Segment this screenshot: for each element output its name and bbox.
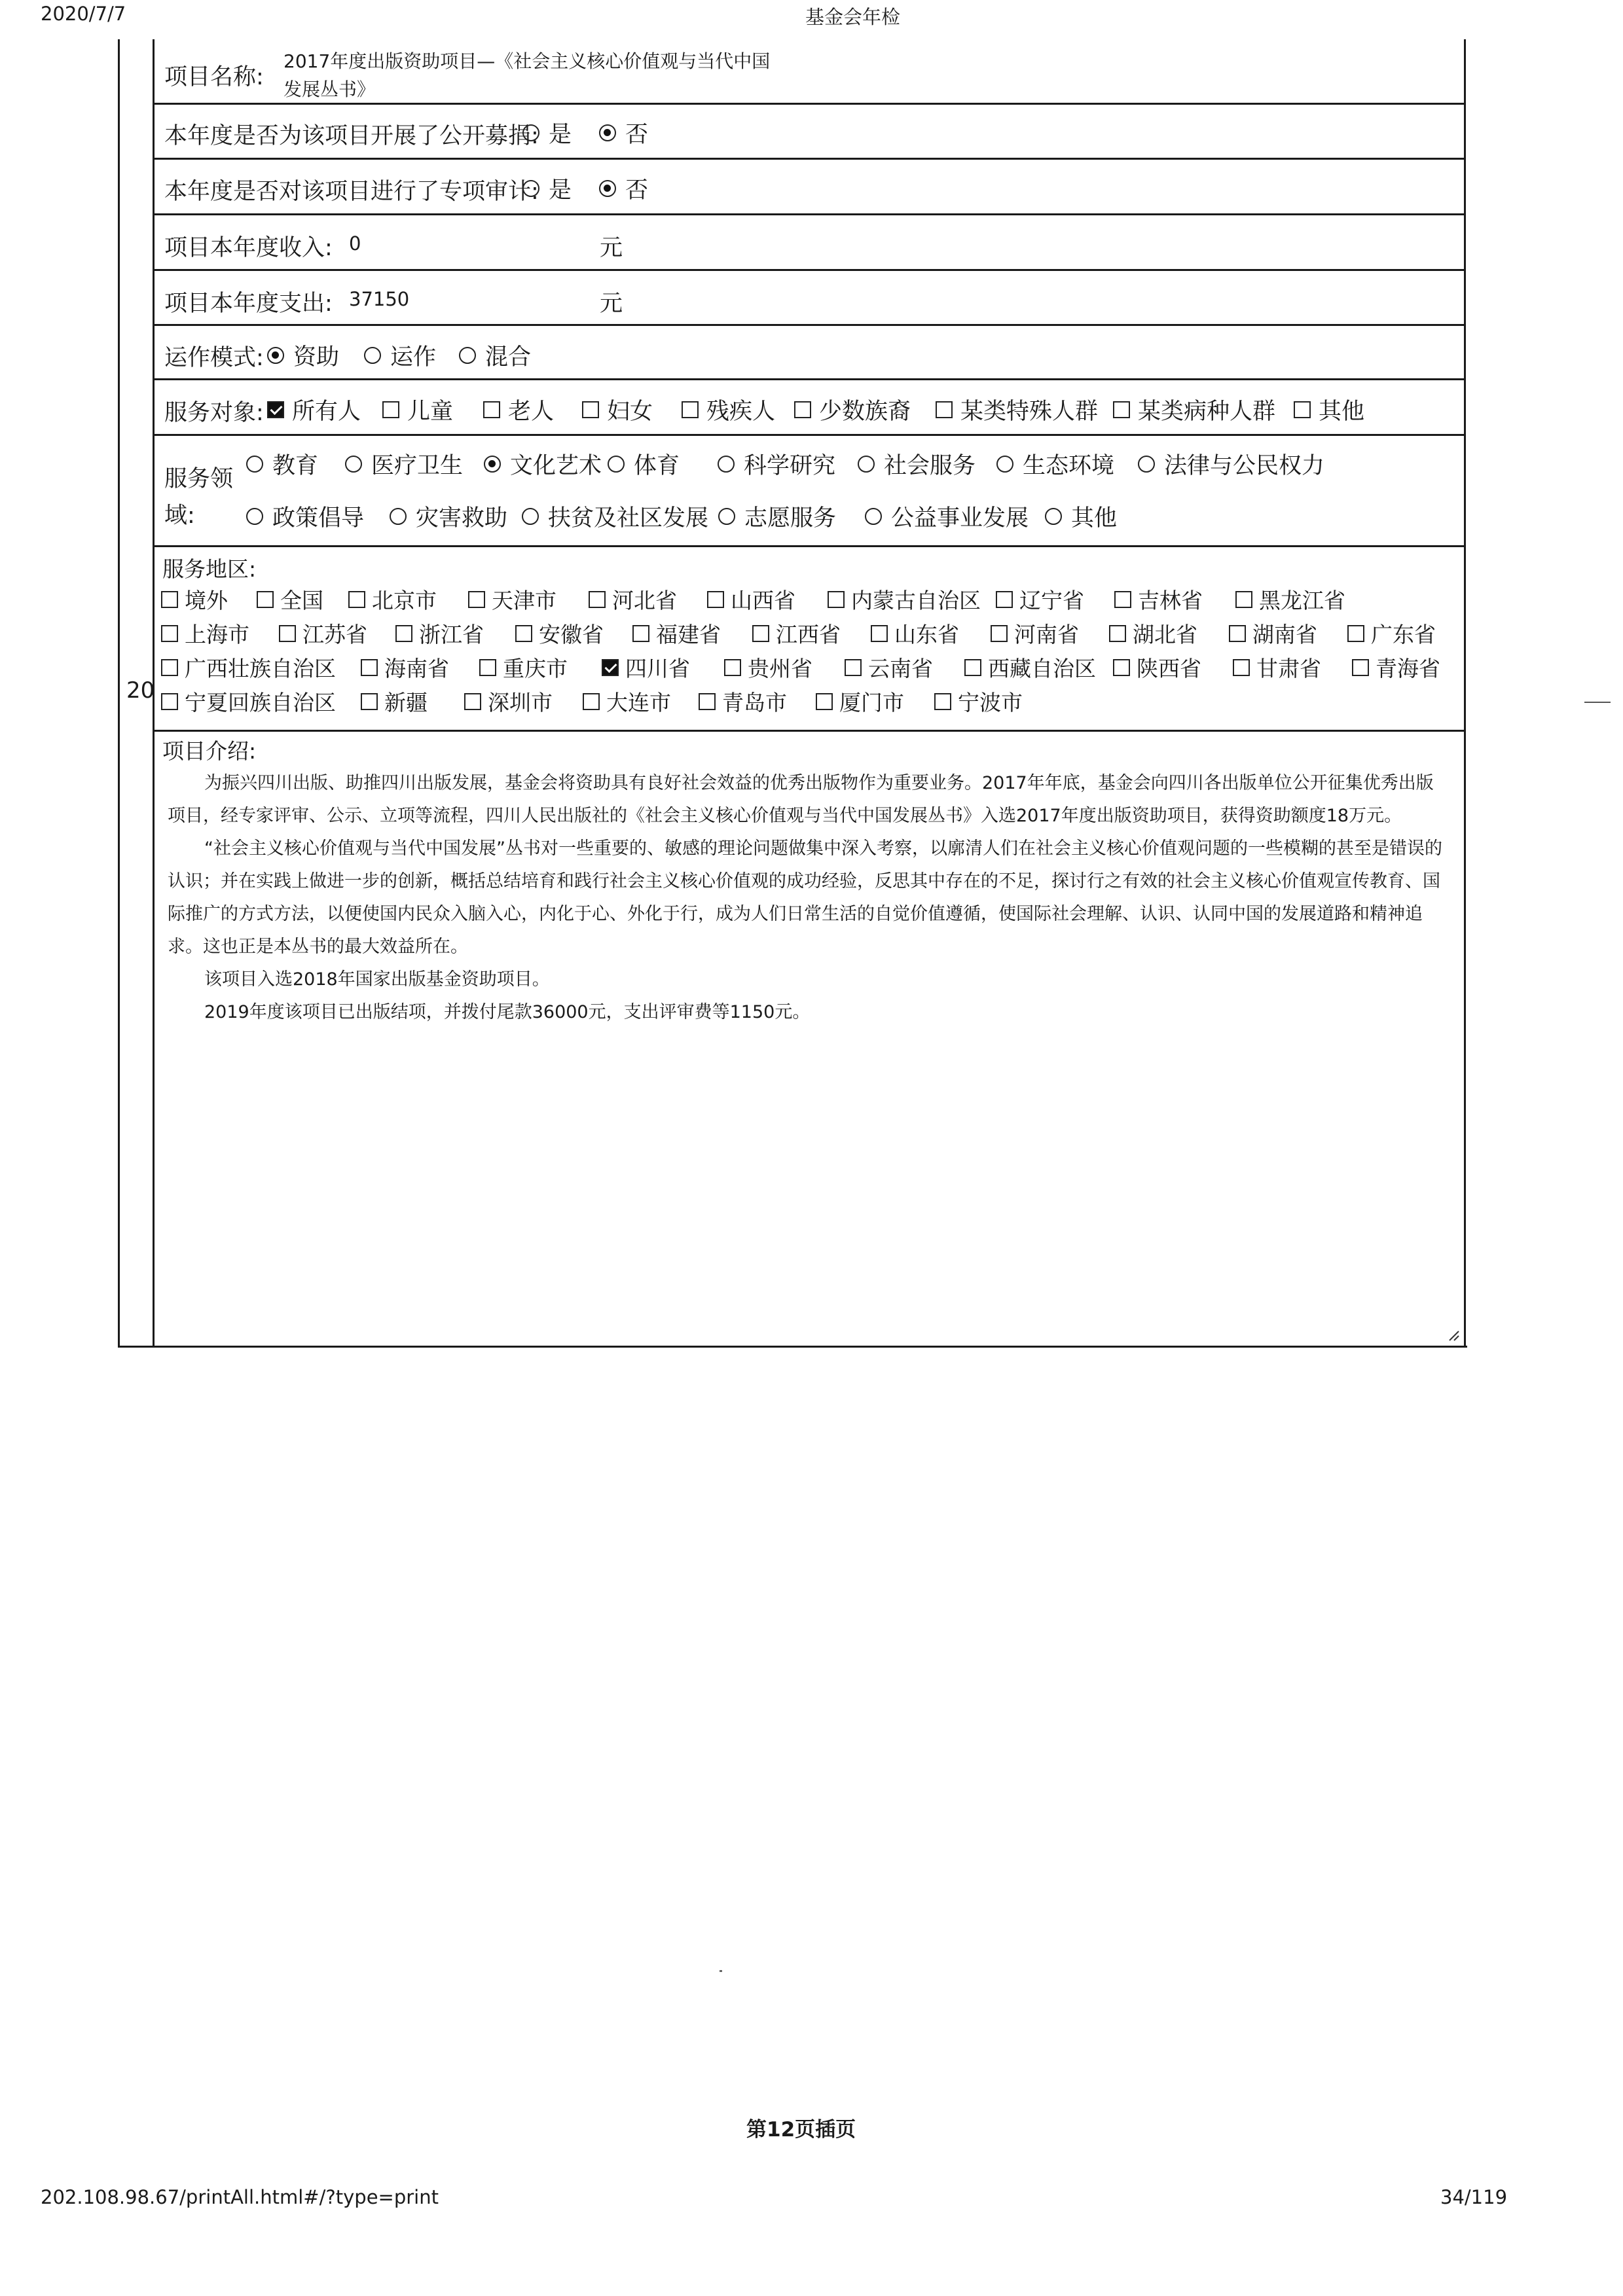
radio-yes-icon [522,124,539,141]
intro-paragraph-1: 为振兴四川出版、助推四川出版发展，基金会将资助具有良好社会效益的优秀出版物作为重要业务。2017年年底，基金会向四川各出版单位公开征集优秀出版项目，经专家评审、公示、立项等流程，四川人民出版社的《社会主义核心价值观与当代中国发展丛书》入选2017年度出版资助项目，获得资助额度18万元。 [168,773,1434,826]
service-field-option[interactable] [858,448,976,480]
service-region-option[interactable] [589,584,677,615]
radio-icon [522,508,539,525]
service-region-option[interactable] [996,584,1084,615]
radio-icon [246,456,263,473]
option-label: 某类特殊人群 [960,399,1099,425]
checkbox-icon [479,659,496,676]
radio-icon [246,508,263,525]
option-label: 扶贫及社区发展 [548,505,709,531]
option-label: 境外 [185,588,228,613]
checkbox-icon [724,659,741,676]
service-region-option[interactable] [257,584,323,615]
expense-unit: 元 [600,291,623,317]
service-targets-row [155,380,1464,436]
checkbox-checked-icon [267,401,284,418]
checkbox-icon [161,693,178,710]
service-field-option[interactable] [865,500,1029,533]
option-label: 全国 [280,588,323,613]
option-label: 上海市 [185,622,249,647]
option-label: 老人 [508,399,555,425]
service-field-option[interactable] [996,448,1114,480]
radio-icon [865,508,882,525]
service-target-option[interactable] [936,393,1098,426]
service-region-option[interactable] [1235,584,1345,615]
option-label: 厦门市 [839,690,904,715]
income-value: 0 [349,232,361,255]
public-fundraising-label: 本年度是否为该项目开展了公开募捐: [164,123,539,149]
income-row [155,215,1464,271]
checkbox-icon [996,591,1013,608]
option-label: 河北省 [612,588,677,613]
option-label: 福建省 [656,622,721,647]
option-label: 混合 [485,344,532,370]
radio-icon [996,456,1013,473]
service-field-option[interactable] [345,448,463,480]
service-region-option[interactable] [1233,652,1321,683]
intro-paragraph-4: 2019年度该项目已出版结项，并拨付尾款36000元，支出评审费等1150元。 [204,1002,811,1022]
checkbox-icon [752,625,769,642]
radio-icon [718,508,735,525]
intro-paragraph-3: 该项目入选2018年国家出版基金资助项目。 [204,969,550,990]
service-region-option[interactable] [816,686,904,717]
checkbox-icon [464,693,481,710]
service-region-option[interactable] [1352,652,1440,683]
project-name-line2: 发展丛书》 [283,79,376,100]
option-label: 山东省 [894,622,959,647]
operation-mode-option-funding[interactable] [267,339,339,372]
public-fundraising-yes[interactable] [522,117,572,149]
radio-icon [390,508,407,525]
option-label: 深圳市 [488,690,553,715]
option-label: 资助 [293,344,340,370]
option-label: 山西省 [731,588,795,613]
checkbox-icon [161,659,178,676]
checkbox-icon [257,591,274,608]
service-region-option[interactable] [934,686,1023,717]
special-audit-label: 本年度是否对该项目进行了专项审计: [164,179,539,205]
checkbox-icon [936,401,953,418]
radio-selected-icon [267,347,284,364]
option-label: 某类病种人群 [1138,399,1276,425]
service-field-option[interactable] [718,448,835,480]
checkbox-icon [794,401,811,418]
service-fields-label-line1: 服务领 [164,466,234,492]
option-label: 所有人 [292,399,361,425]
checkbox-icon [632,625,649,642]
checkbox-icon [828,591,845,608]
service-target-option[interactable] [267,393,361,426]
service-region-option[interactable] [871,618,959,649]
option-label: 新疆 [384,690,428,715]
option-label: 重庆市 [503,656,568,681]
service-region-option[interactable] [395,618,484,649]
service-region-option[interactable] [707,584,795,615]
scan-dot [720,1970,722,1972]
option-label: 政策倡导 [272,505,365,531]
checkbox-icon [682,401,699,418]
option-label: 医疗卫生 [371,453,464,479]
yes-label: 是 [549,122,572,148]
radio-icon [858,456,875,473]
service-fields-row [155,436,1464,547]
radio-selected-icon [599,124,616,141]
expense-row [155,271,1464,326]
option-label: 天津市 [492,588,556,613]
service-region-option[interactable] [161,686,336,717]
service-field-option[interactable] [246,448,318,480]
intro-row [155,732,1464,1346]
option-label: 生态环境 [1023,453,1115,479]
service-region-option[interactable] [479,652,568,683]
option-label: 灾害救助 [416,505,508,531]
checkbox-icon [1113,401,1130,418]
option-label: 体育 [634,453,680,479]
option-label: 志愿服务 [744,505,837,531]
checkbox-icon [1235,591,1252,608]
service-targets-label: 服务对象: [164,400,264,426]
option-label: 其他 [1071,505,1118,531]
service-region-option[interactable] [991,618,1079,649]
checkbox-icon [845,659,862,676]
option-label: 妇女 [607,399,653,425]
checkbox-icon [1229,625,1246,642]
option-label: 社会服务 [884,453,976,479]
service-region-option[interactable] [361,686,428,717]
intro-paragraph-2: “社会主义核心价值观与当代中国发展”丛书对一些重要的、敏感的理论问题做集中深入考察，以廓清人们在社会主义核心价值观问题的一些模糊的甚至是错误的认识；并在实践上做进一步的创新，概括总结培育和践行社会主义核心价值观的成功经验，反思其中存在的不足，探讨行之有效的社会主义核心价值观宣传教育、国际推广的方式方法，以便使国内民众入脑入心，内化于心、外化于行，成为人们日常生活的自觉价值遵循，使国际社会理解、认识、认同中国的发展道路和精神追求。这也正是本丛书的最大效益所在。 [168,838,1442,957]
checkbox-icon [468,591,485,608]
service-target-option[interactable] [1113,393,1275,426]
option-label: 广东省 [1371,622,1436,647]
checkbox-icon [483,401,500,418]
option-label: 儿童 [407,399,454,425]
checkbox-icon [583,693,600,710]
service-region-option[interactable] [161,652,336,683]
service-region-option[interactable] [1229,618,1317,649]
service-region-option[interactable] [699,686,787,717]
checkbox-icon [1114,591,1131,608]
option-label: 云南省 [868,656,933,681]
intro-text[interactable] [168,767,1446,1029]
expense-label: 项目本年度支出: [164,291,333,317]
checkbox-icon [964,659,981,676]
no-label: 否 [625,122,649,148]
option-label: 公益事业发展 [891,505,1029,531]
option-label: 陕西省 [1137,656,1201,681]
operation-mode-label: 运作模式: [164,345,264,371]
project-name-row [155,39,1464,105]
option-label: 甘肃省 [1256,656,1321,681]
checkbox-icon [699,693,716,710]
service-field-option[interactable] [1045,500,1117,533]
checkbox-icon [361,693,378,710]
radio-icon [608,456,625,473]
option-label: 江苏省 [302,622,367,647]
operation-mode-row [155,326,1464,380]
project-panel [153,39,1466,1346]
option-label: 宁波市 [958,690,1023,715]
option-label: 少数族裔 [819,399,911,425]
operation-mode-option-mixed[interactable] [459,339,531,372]
service-region-option[interactable] [468,584,556,615]
print-date: 2020/7/7 [41,3,126,25]
public-fundraising-no[interactable] [599,117,648,149]
print-title: 基金会年检 [805,6,901,28]
expense-value: 37150 [349,288,410,310]
special-audit-row [155,160,1464,215]
service-field-option[interactable] [522,500,708,533]
option-label: 湖北省 [1133,622,1197,647]
option-label: 贵州省 [748,656,812,681]
checkbox-checked-icon [602,659,619,676]
service-field-option[interactable] [246,500,364,533]
radio-icon [364,347,381,364]
service-region-option[interactable] [1109,618,1197,649]
service-field-option[interactable] [608,448,680,480]
option-label: 辽宁省 [1019,588,1084,613]
margin-mark [1584,702,1611,703]
service-target-option[interactable] [483,393,554,426]
income-unit: 元 [600,235,623,261]
checkbox-icon [871,625,888,642]
checkbox-icon [515,625,532,642]
checkbox-icon [1294,401,1311,418]
checkbox-icon [934,693,951,710]
public-fundraising-row [155,105,1464,160]
radio-icon [345,456,362,473]
intro-label: 项目介绍: [162,738,257,764]
option-label: 法律与公民权力 [1164,453,1325,479]
option-label: 青岛市 [722,690,787,715]
checkbox-icon [395,625,412,642]
service-field-option[interactable] [484,448,602,480]
radio-icon [1138,456,1155,473]
option-label: 浙江省 [419,622,484,647]
checkbox-icon [361,659,378,676]
service-region-option[interactable] [583,686,671,717]
service-field-option[interactable] [1138,448,1324,480]
option-label: 吉林省 [1138,588,1203,613]
checkbox-icon [582,401,599,418]
checkbox-icon [816,693,833,710]
special-audit-yes[interactable] [522,172,572,205]
option-label: 西藏自治区 [988,656,1096,681]
checkbox-icon [1347,625,1364,642]
project-name-line1: 2017年度出版资助项目—《社会主义核心价值观与当代中国 [283,50,771,72]
checkbox-icon [1352,659,1369,676]
option-label: 教育 [272,453,319,479]
service-regions-label: 服务地区: [162,556,257,582]
operation-mode-option-operate[interactable] [364,339,436,372]
service-region-option[interactable] [845,652,933,683]
service-target-option[interactable] [794,393,911,426]
radio-icon [718,456,735,473]
option-label: 文化艺术 [510,453,602,479]
radio-yes-icon [522,180,539,197]
option-label: 广西壮族自治区 [185,656,336,681]
radio-selected-icon [484,456,501,473]
yes-label: 是 [549,177,572,204]
option-label: 安徽省 [539,622,604,647]
radio-selected-icon [599,180,616,197]
checkbox-icon [1109,625,1126,642]
page-count: 34/119 [1440,2186,1508,2208]
service-region-option[interactable] [1347,618,1436,649]
service-field-option[interactable] [390,500,507,533]
service-region-option[interactable] [828,584,981,615]
radio-icon [1045,508,1062,525]
option-label: 内蒙古自治区 [851,588,981,613]
option-label: 湖南省 [1252,622,1317,647]
service-region-option[interactable] [964,652,1096,683]
option-label: 宁夏回族自治区 [185,690,336,715]
option-label: 青海省 [1376,656,1440,681]
checkbox-icon [382,401,399,418]
option-label: 四川省 [625,656,690,681]
checkbox-icon [589,591,606,608]
option-label: 其他 [1319,399,1365,425]
checkbox-icon [161,625,178,642]
service-field-option[interactable] [718,500,836,533]
service-target-option[interactable] [1294,393,1364,426]
service-regions-row [155,547,1464,732]
option-label: 黑龙江省 [1259,588,1345,613]
service-region-option[interactable] [161,618,249,649]
radio-icon [459,347,476,364]
service-region-option[interactable] [724,652,812,683]
special-audit-no[interactable] [599,172,648,205]
service-region-option[interactable] [1113,652,1201,683]
option-label: 北京市 [372,588,437,613]
checkbox-icon [1233,659,1250,676]
service-target-option[interactable] [582,393,653,426]
no-label: 否 [625,177,649,204]
checkbox-icon [279,625,296,642]
option-label: 大连市 [606,690,671,715]
page-insert-label: 第12页插页 [746,2118,856,2142]
option-label: 运作 [390,344,437,370]
option-label: 江西省 [776,622,841,647]
checkbox-icon [1113,659,1130,676]
service-region-option[interactable] [752,618,841,649]
print-url: 202.108.98.67/printAll.html#/?type=print [41,2186,439,2208]
checkbox-icon [348,591,365,608]
option-label: 海南省 [384,656,449,681]
checkbox-icon [707,591,724,608]
option-label: 残疾人 [706,399,776,425]
checkbox-icon [991,625,1008,642]
service-region-option[interactable] [361,652,449,683]
service-region-option[interactable] [464,686,553,717]
service-target-option[interactable] [682,393,775,426]
option-label: 河南省 [1014,622,1079,647]
service-region-option[interactable] [1114,584,1203,615]
resize-handle-icon[interactable] [1448,1330,1460,1342]
service-region-option[interactable] [632,618,721,649]
service-region-option[interactable] [279,618,367,649]
project-name-label: 项目名称: [164,64,264,90]
service-region-option[interactable] [515,618,604,649]
checkbox-icon [161,591,178,608]
service-target-option[interactable] [382,393,453,426]
service-region-option[interactable] [348,584,437,615]
option-label: 科学研究 [744,453,836,479]
service-fields-label-line2: 域: [164,503,195,529]
row-number: 20 [126,677,155,704]
service-region-option[interactable] [161,584,228,615]
income-label: 项目本年度收入: [164,235,333,261]
service-region-option[interactable] [602,652,690,683]
